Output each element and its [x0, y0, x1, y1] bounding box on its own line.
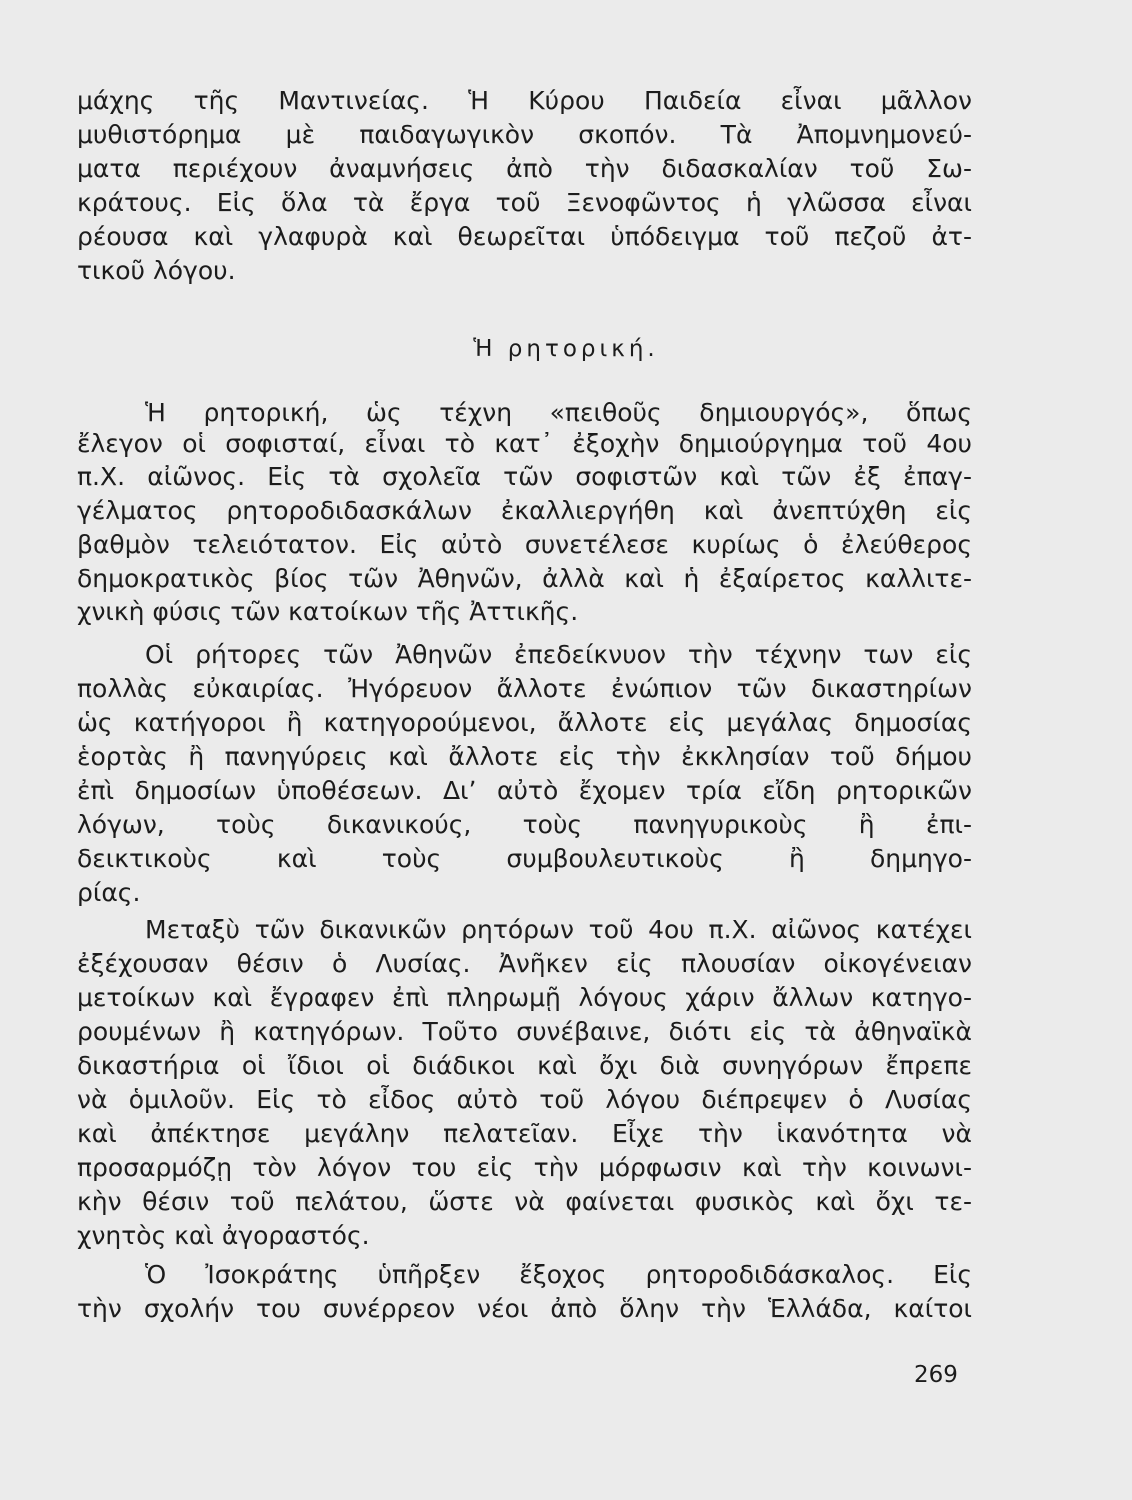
text-line: ρουμένων ἢ κατηγόρων. Τοῦτο συνέβαινε, διότι εἰς τὰ ἀθηναϊκὰ [77, 1017, 972, 1046]
text-line: νὰ ὁμιλοῦν. Εἰς τὸ εἶδος αὐτὸ τοῦ λόγου διέπρεψεν ὁ Λυσίας [77, 1085, 972, 1114]
text-line: καὶ ἀπέκτησε μεγάλην πελατεῖαν. Εἶχε τὴν ἱκανότητα νὰ [77, 1119, 972, 1148]
text-line: μυθιστόρημα μὲ παιδαγωγικὸν σκοπόν. Τὰ Ἀπομνημονεύ- [77, 120, 972, 149]
text-line: δημοκρατικὸς βίος τῶν Ἀθηνῶν, ἀλλὰ καὶ ἡ ἐξαίρετος καλλιτε- [77, 564, 972, 593]
text-line: μάχης τῆς Μαντινείας. Ἡ Κύρου Παιδεία εἶναι μᾶλλον [77, 86, 972, 115]
text-line: π.Χ. αἰῶνος. Εἰς τὰ σχολεῖα τῶν σοφιστῶν καὶ τῶν ἐξ ἐπαγ- [77, 462, 972, 491]
text-line: λόγων, τοὺς δικανικούς, τοὺς πανηγυρικοὺς ἢ ἐπι- [77, 810, 972, 839]
text-line: χνητὸς καὶ ἀγοραστός. [77, 1221, 370, 1250]
section-heading: Ἡ ρητορική. [473, 336, 659, 362]
text-line: ὡς κατήγοροι ἢ κατηγορούμενοι, ἄλλοτε εἰς μεγάλας δημοσίας [77, 708, 972, 737]
text-line: τικοῦ λόγου. [77, 256, 236, 285]
text-line: χνικὴ φύσις τῶν κατοίκων τῆς Ἀττικῆς. [77, 597, 579, 626]
text-line: ἔλεγον οἱ σοφισταί, εἶναι τὸ κατ᾽ ἐξοχὴν δημιούργημα τοῦ 4ου [77, 429, 972, 458]
text-line: βαθμὸν τελειότατον. Εἰς αὐτὸ συνετέλεσε κυρίως ὁ ἐλεύθερος [77, 530, 972, 559]
text-line: ἐπὶ δημοσίων ὑποθέσεων. Διʼ αὐτὸ ἔχομεν τρία εἴδη ρητορικῶν [77, 776, 972, 805]
text-line: πολλὰς εὐκαιρίας. Ἠγόρευον ἄλλοτε ἐνώπιον τῶν δικαστηρίων [77, 674, 972, 703]
text-line: ρέουσα καὶ γλαφυρὰ καὶ θεωρεῖται ὑπόδειγμα τοῦ πεζοῦ ἀτ- [77, 222, 972, 251]
text-line: προσαρμόζῃ τὸν λόγον του εἰς τὴν μόρφωσιν καὶ τὴν κοινωνι- [77, 1153, 972, 1182]
text-line: δεικτικοὺς καὶ τοὺς συμβουλευτικοὺς ἢ δημηγο- [77, 844, 972, 873]
text-line: κὴν θέσιν τοῦ πελάτου, ὥστε νὰ φαίνεται φυσικὸς καὶ ὄχι τε- [77, 1187, 972, 1216]
text-line: Μεταξὺ τῶν δικανικῶν ρητόρων τοῦ 4ου π.Χ. αἰῶνος κατέχει [145, 915, 972, 944]
text-line: ρίας. [77, 878, 141, 907]
text-line: μετοίκων καὶ ἔγραφεν ἐπὶ πληρωμῇ λόγους χάριν ἄλλων κατηγο- [77, 983, 972, 1012]
text-line: δικαστήρια οἱ ἴδιοι οἱ διάδικοι καὶ ὄχι διὰ συνηγόρων ἔπρεπε [77, 1051, 972, 1080]
text-line: κράτους. Εἰς ὅλα τὰ ἔργα τοῦ Ξενοφῶντος ἡ γλῶσσα εἶναι [77, 188, 972, 217]
text-line: Οἱ ρήτορες τῶν Ἀθηνῶν ἐπεδείκνυον τὴν τέχνην των εἰς [145, 640, 972, 669]
text-line: ἑορτὰς ἢ πανηγύρεις καὶ ἄλλοτε εἰς τὴν ἐκκλησίαν τοῦ δήμου [77, 742, 972, 771]
text-line: Ὁ Ἰσοκράτης ὑπῆρξεν ἔξοχος ρητοροδιδάσκαλος. Εἰς [145, 1260, 972, 1289]
text-line: τὴν σχολήν του συνέρρεον νέοι ἀπὸ ὅλην τὴν Ἑλλάδα, καίτοι [77, 1294, 972, 1323]
text-line: γέλματος ρητοροδιδασκάλων ἐκαλλιεργήθη καὶ ἀνεπτύχθη εἰς [77, 496, 972, 525]
text-line: Ἡ ρητορική, ὡς τέχνη «πειθοῦς δημιουργός», ὅπως [145, 398, 972, 427]
text-line: ματα περιέχουν ἀναμνήσεις ἀπὸ τὴν διδασκαλίαν τοῦ Σω- [77, 154, 972, 183]
page-number: 269 [914, 1362, 958, 1388]
text-line: ἐξέχουσαν θέσιν ὁ Λυσίας. Ἀνῆκεν εἰς πλουσίαν οἰκογένειαν [77, 949, 972, 978]
